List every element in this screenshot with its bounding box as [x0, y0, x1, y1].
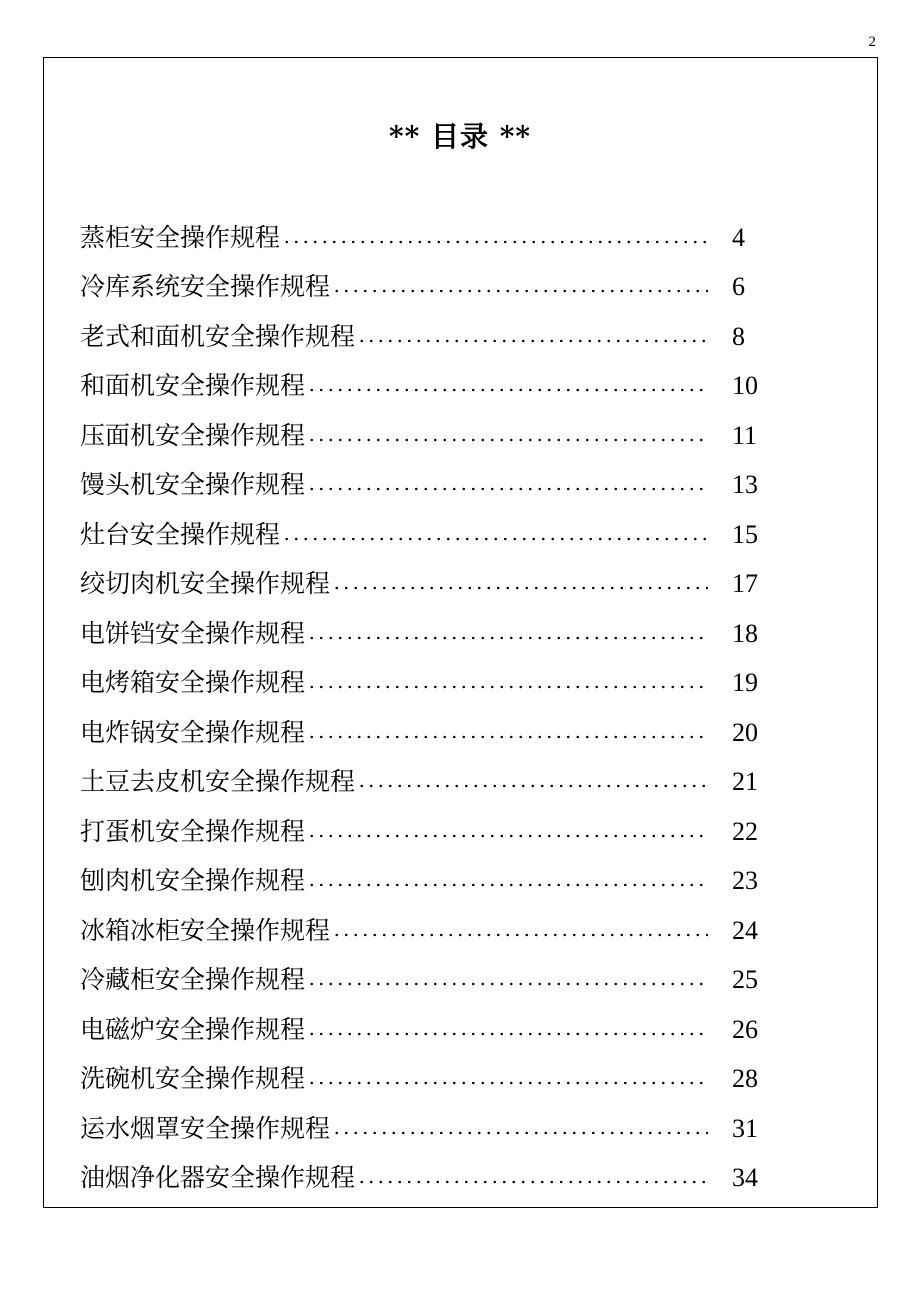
toc-entry	[80, 411, 780, 461]
toc-entry-label: 压面机安全操作规程	[80, 420, 306, 450]
dot-leader	[307, 1032, 708, 1036]
toc-entry-label: 冰箱冰柜安全操作规程	[80, 915, 331, 945]
dot-leader	[357, 784, 708, 788]
toc-entry-label: 洗碗机安全操作规程	[80, 1064, 306, 1094]
toc-entry-page: 25	[732, 965, 758, 995]
toc-entry-page: 13	[732, 470, 758, 500]
dot-leader	[357, 1180, 708, 1184]
toc-entry	[80, 906, 780, 956]
toc-entry-page: 31	[732, 1113, 758, 1143]
toc-entry-label: 电磁炉安全操作规程	[80, 1014, 306, 1044]
toc-entry	[80, 659, 780, 709]
toc-entry-label: 馒头机安全操作规程	[80, 470, 306, 500]
toc-entry-label: 电炸锅安全操作规程	[80, 717, 306, 747]
toc-entry	[80, 857, 780, 907]
toc-entry-label: 灶台安全操作规程	[80, 519, 281, 549]
dot-leader	[307, 982, 708, 986]
toc-entry-label: 打蛋机安全操作规程	[80, 816, 306, 846]
toc-entry-label: 运水烟罩安全操作规程	[80, 1113, 331, 1143]
toc-title: ** 目录 **	[388, 120, 532, 153]
dot-leader	[307, 1081, 708, 1085]
toc-entry-label: 冷藏柜安全操作规程	[80, 965, 306, 995]
toc-entry	[80, 362, 780, 412]
dot-leader	[307, 834, 708, 838]
dot-leader	[332, 933, 708, 937]
dot-leader	[307, 636, 708, 640]
toc-entry-label: 土豆去皮机安全操作规程	[80, 767, 356, 797]
dot-leader	[282, 240, 708, 244]
toc-entry	[80, 461, 780, 511]
toc-entry-page: 6	[732, 272, 745, 302]
toc-entry	[80, 807, 780, 857]
toc-entry-page: 19	[732, 668, 758, 698]
toc-entry-page: 18	[732, 618, 758, 648]
toc-entry-label: 油烟净化器安全操作规程	[80, 1163, 356, 1193]
dot-leader	[332, 1131, 708, 1135]
toc-entry	[80, 312, 780, 362]
toc-entry-label: 刨肉机安全操作规程	[80, 866, 306, 896]
toc-entry	[80, 263, 780, 313]
toc-entry-label: 蒸柜安全操作规程	[80, 222, 281, 252]
toc-entry-page: 8	[732, 321, 745, 351]
dot-leader	[332, 586, 708, 590]
toc-entry-label: 老式和面机安全操作规程	[80, 321, 356, 351]
toc-entry-page: 15	[732, 519, 758, 549]
toc-entry-label: 电饼铛安全操作规程	[80, 618, 306, 648]
toc-entry-label: 冷库系统安全操作规程	[80, 272, 331, 302]
toc-entry-page: 23	[732, 866, 758, 896]
toc-entry	[80, 560, 780, 610]
dot-leader	[307, 685, 708, 689]
toc-entry-page: 24	[732, 915, 758, 945]
dot-leader	[307, 883, 708, 887]
toc-entry-page: 26	[732, 1014, 758, 1044]
dot-leader	[357, 339, 708, 343]
dot-leader	[307, 735, 708, 739]
toc-entry	[80, 708, 780, 758]
toc-entry-page: 11	[732, 420, 758, 450]
toc-entry-page: 17	[732, 569, 758, 599]
dot-leader	[307, 487, 708, 491]
toc-list	[80, 213, 780, 1203]
toc-entry-label: 绞切肉机安全操作规程	[80, 569, 331, 599]
toc-entry-label: 和面机安全操作规程	[80, 371, 306, 401]
toc-entry-page: 22	[732, 816, 758, 846]
toc-entry	[80, 609, 780, 659]
dot-leader	[307, 388, 708, 392]
toc-entry	[80, 1005, 780, 1055]
page-number: 2	[868, 34, 876, 50]
toc-entry-page: 20	[732, 717, 758, 747]
toc-entry-page: 28	[732, 1064, 758, 1094]
dot-leader	[307, 438, 708, 442]
toc-entry-page: 4	[732, 222, 745, 252]
toc-entry	[80, 213, 780, 263]
toc-entry-page: 21	[732, 767, 758, 797]
toc-entry	[80, 1055, 780, 1105]
toc-entry	[80, 758, 780, 808]
dot-leader	[282, 537, 708, 541]
toc-entry	[80, 956, 780, 1006]
toc-entry-page: 10	[732, 371, 758, 401]
toc-entry-page: 34	[732, 1163, 758, 1193]
toc-entry	[80, 1104, 780, 1154]
toc-entry-label: 电烤箱安全操作规程	[80, 668, 306, 698]
dot-leader	[332, 289, 708, 293]
toc-entry	[80, 510, 780, 560]
toc-entry	[80, 1154, 780, 1204]
